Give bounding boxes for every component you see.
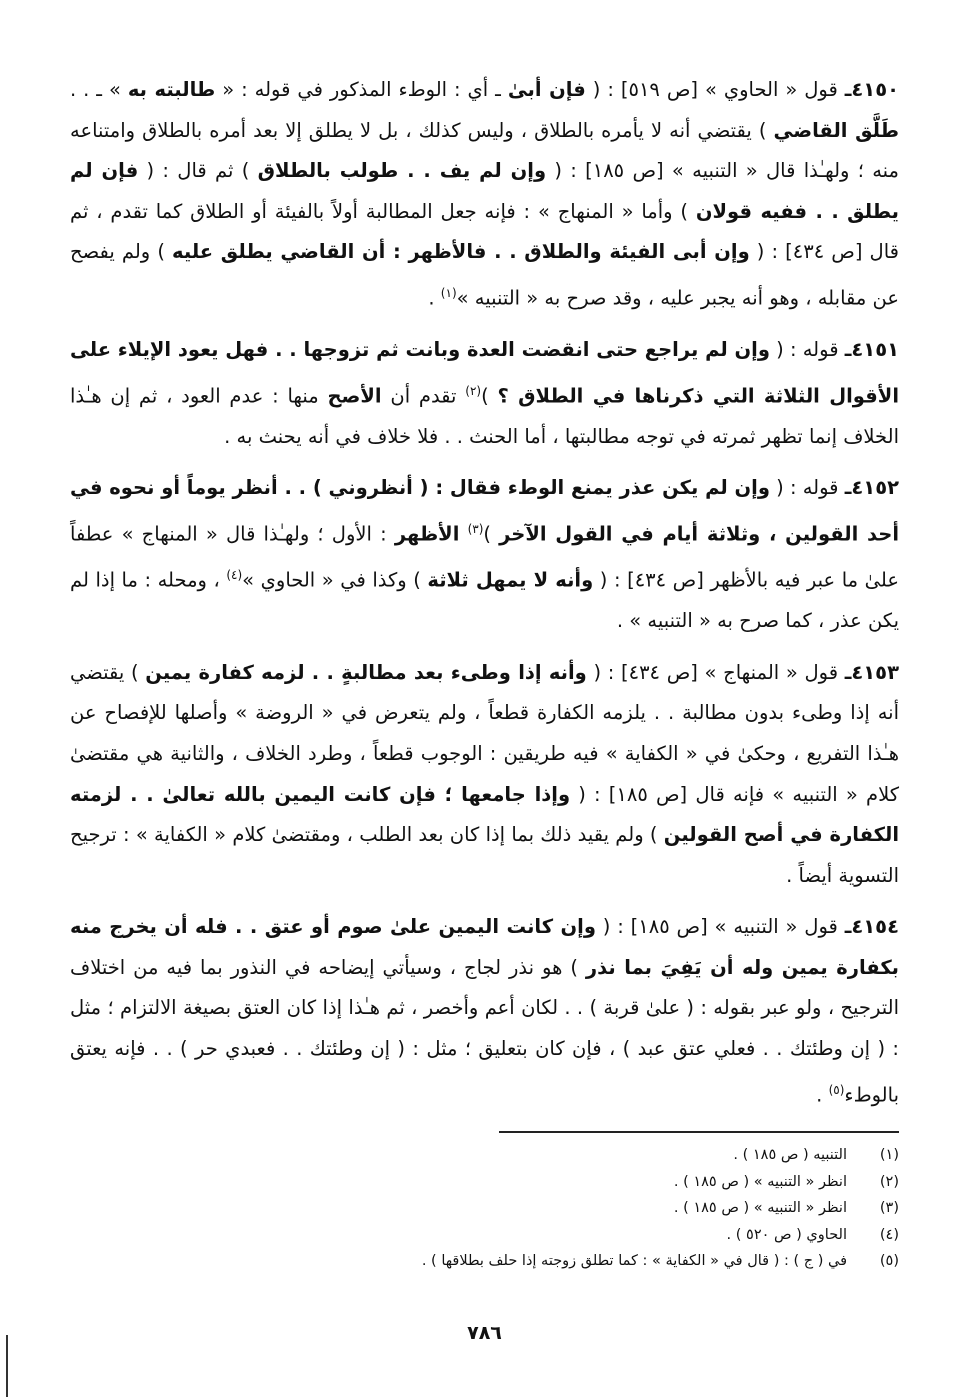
main-text (70, 70, 899, 1127)
page-edge-line (6, 1335, 8, 1397)
paragraph (70, 468, 899, 641)
quoted-text: وإن لم يكن عذر يمنع الوطء فقال : ( أنظروني ) . . أنظر يوماً أو نحوه في أحد القولين ، وثلاثة أيام في القول الآخر (70, 476, 900, 546)
commentary-text: ) وكذا في « الحاوي » (242, 568, 428, 592)
page-number: ٧٨٦ (467, 1322, 502, 1344)
footnote-number: (٥) (879, 1253, 899, 1269)
footnote (70, 1169, 899, 1196)
paragraph-number: ٤١٥٠ـ (844, 78, 900, 101)
quoted-text: وإن لم يف . . طولب بالطلاق (257, 159, 547, 183)
commentary-text: ) هو نذر لجاج ، وسيأتي إيضاحه في النذور بما فيه من اختلاف الترجيح ، ولو عبر بقوله : ( علىٰ قربة ) . . لكان أعم وأخصر ، ثم هـٰذا إذا كان العتق بصيغة الالتزام ؛ مثل : ( إن وطئتك . . فعلي عتق عبد ) ، فإن كان بتعليق ؛ مثل : ( إن وطئتك . . فعبدي حر ) . . فإنه يعتق بالوطء (70, 955, 899, 1107)
footnote-number: (٢) (879, 1173, 899, 1190)
quoted-text: وإن كانت اليمين علىٰ صوم أو عتق . . فله أن يخرج منه بكفارة يمين وله أن يَفِيَ بما نذر (70, 915, 899, 979)
commentary-text: ـ أي : الوطء المذكور في قوله : « (215, 78, 508, 101)
paragraph (70, 330, 899, 457)
quoted-text: الأصح (327, 384, 382, 408)
footnote-reference: (٤) (226, 568, 243, 583)
commentary-text: ) (481, 384, 498, 408)
footnote-reference: (١) (440, 285, 457, 300)
footnote-number: (١) (879, 1147, 899, 1163)
commentary-text: ) يقتضي أنه إذا وطىء بدون مطالبة . . يلزمه الكفارة قطعاً ، ولم يتعرض في « الروضة » وأصلها للإفصاح عن هـٰذا التفريع ، وحكىٰ في « الكفاية » فيه طريقين : الوجوب قطعاً ، وطرد الخلاف ، والثانية هي مقتضىٰ كلام « التنبيه » فإنه قال [ص ١٨٥] : ( (70, 660, 899, 806)
paragraph-number: ٤١٥١ـ (844, 338, 899, 362)
footnote-text: انظر « التنبيه » ( ص ١٨٥ ) . (673, 1173, 847, 1190)
paragraph (70, 653, 899, 897)
quoted-text: فإن أبىٰ (507, 78, 586, 101)
commentary-text: ، ومحله : ما إذا لم يكن عذر ، كما صرح به « التنبيه » . (70, 568, 899, 633)
quoted-text: فإن لم يطلق . . ففيه قولان (70, 159, 900, 223)
footnote-text: الحاوي ( ص ٥٢٠ ) . (726, 1226, 847, 1243)
quoted-text: طالبته به (127, 78, 216, 101)
footnote (70, 1142, 899, 1169)
commentary-text: . (816, 1083, 829, 1107)
commentary-text: قول « المنهاج » [ص ٤٣٤] : ( (586, 660, 845, 684)
footnote-number: (٤) (879, 1226, 899, 1243)
commentary-text: قوله : ( (769, 476, 845, 500)
quoted-text: وإن لم يراجع حتى انقضت العدة وبانت ثم تزوجها . . فهل يعود الإيلاء على الأقوال الثلاثة التي ذكرناها في الطلاق ؟ (70, 338, 900, 408)
paragraph (70, 70, 899, 319)
paragraph-number: ٤١٥٤ـ (844, 915, 899, 939)
commentary-text (459, 522, 467, 545)
commentary-text: قول « الحاوي » [ص ٥١٩] : ( (585, 78, 845, 101)
footnote-reference: (٣) (467, 521, 484, 536)
quoted-text: الأظهر (394, 522, 460, 546)
footnote-number: (٣) (879, 1200, 899, 1216)
commentary-text: تقدم أن (381, 384, 466, 408)
commentary-text: ) ولم يفصح عن مقابله ، وهو أنه يجبر عليه ، وقد صرح به « التنبيه » (70, 240, 899, 310)
commentary-text: : الأول ؛ ولهـٰذا قال « المنهاج » عطفاً علىٰ ما عبر فيه بالأظهر [ص ٤٣٤] : ( (70, 522, 899, 592)
commentary-text: ) ثم قال : ( (138, 159, 258, 183)
quoted-text: وأنه إذا وطىء بعد مطالبةٍ . . لزمه كفارة يمين (145, 660, 587, 684)
commentary-text: ) وأما « المنهاج » : فإنه جعل المطالبة أولاً بالفيئة أو الطلاق كما تقدم ، ثم قال [ص ٤٣٤] : ( (70, 199, 899, 264)
footnotes (70, 1142, 899, 1275)
footnote (70, 1222, 899, 1249)
paragraph (70, 907, 899, 1115)
commentary-text: قول « التنبيه » [ص ١٨٥] : ( (595, 915, 845, 939)
commentary-text: . (428, 286, 441, 310)
quoted-text: وإذا جامعها ؛ فإن كانت اليمين بالله تعالىٰ . . لزمته الكفارة في أصح القولين (70, 782, 899, 847)
quoted-text: وأنه لا يمهل ثلاثة (427, 568, 594, 592)
footnote-text: في ( ج ) : ( قال في « الكفاية » : كما تطلق زوجته إذا حلف بطلاقها ) . (421, 1253, 847, 1269)
paragraph-number: ٤١٥٢ـ (844, 476, 899, 500)
footnote-separator (499, 1131, 899, 1133)
commentary-text: ) (483, 522, 500, 546)
footnote (70, 1248, 899, 1275)
commentary-text: ) يقتضي أنه لا يأمره بالطلاق ، وليس كذلك ، بل لا يطلق إلا بعد أمره بالطلاق وامتناعه منه ؛ ولهـٰذا قال « التنبيه » [ص ١٨٥] : ( (70, 118, 899, 183)
footnote-text: التنبيه ( ص ١٨٥ ) . (733, 1147, 847, 1163)
quoted-text: طَلَّق القاضي (773, 118, 899, 142)
footnote (70, 1195, 899, 1222)
footnote-reference: (٥) (828, 1082, 845, 1097)
commentary-text: » ـ . . (70, 78, 128, 101)
quoted-text: وإن أبى الفيئة والطلاق . . فالأظهر : أن القاضي يطلق عليه (172, 240, 750, 264)
commentary-text: ) ولم يقيد ذلك بما إذا كان بعد الطلب ، ومقتضىٰ كلام « الكفاية » : ترجيح التسوية أيضاً . (70, 823, 899, 887)
footnote-text: انظر « التنبيه » ( ص ١٨٥ ) . (673, 1200, 847, 1216)
commentary-text: قوله : ( (769, 338, 845, 362)
commentary-text: منها : عدم العود ، ثم إن هـٰذا الخلاف إنما تظهر ثمرته في توجه مطالبتها ، أما الحنث . . فلا خلاف في أنه يحنث به . (70, 384, 899, 448)
footnote-reference: (٢) (465, 383, 482, 398)
paragraph-number: ٤١٥٣ـ (844, 660, 899, 684)
